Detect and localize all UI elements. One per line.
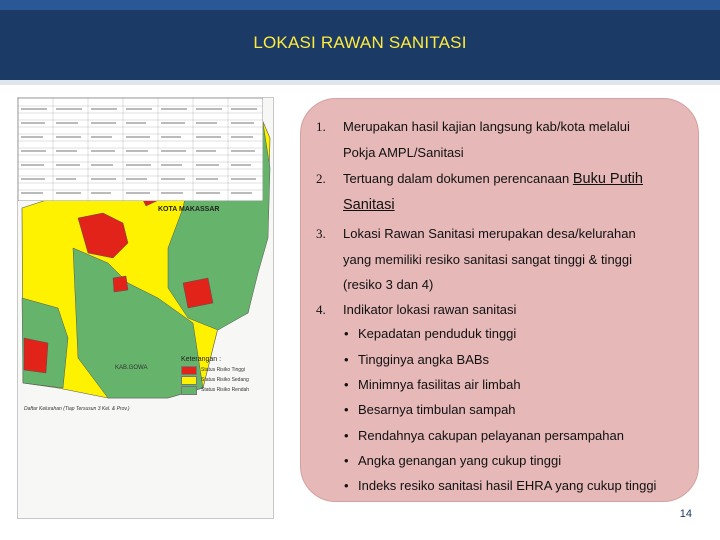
legend-label: Status Risiko Tinggi	[201, 367, 245, 373]
indicator-text: Besarnya timbulan sampah	[358, 402, 516, 417]
indicator-item	[344, 478, 656, 493]
table-caption: Daftar Kelurahan (Tiap Tersusun 3 Kel. & Prov.)	[24, 406, 130, 412]
point-number: 3.	[316, 226, 326, 241]
point-number: 2.	[316, 171, 326, 186]
kelurahan-table-graphic	[18, 98, 263, 201]
risk-map	[17, 97, 274, 519]
legend-label: Status Risiko Rendah	[201, 387, 250, 393]
bullet-icon: •	[344, 453, 349, 468]
bullet-icon: •	[344, 352, 349, 367]
slide-title: LOKASI RAWAN SANITASI	[253, 33, 467, 52]
point-text	[343, 171, 643, 187]
indicator-item	[344, 428, 624, 443]
header-stripe	[0, 0, 720, 10]
bullet-icon: •	[344, 478, 349, 493]
map-region-high-southwest	[24, 338, 48, 373]
point-text: Indikator lokasi rawan sanitasi	[343, 302, 517, 317]
bullet-icon: •	[344, 428, 349, 443]
legend-swatch-high	[181, 366, 197, 375]
page-number: 14	[679, 508, 692, 520]
header-separator	[0, 80, 720, 85]
point-text: Merupakan hasil kajian langsung kab/kota melalui	[343, 119, 630, 134]
legend-label: Status Risiko Sedang	[201, 377, 249, 383]
indicator-item	[344, 352, 489, 367]
header-bar	[0, 0, 720, 80]
legend-swatch-medium	[181, 376, 197, 385]
point-text: Lokasi Rawan Sanitasi merupakan desa/kelurahan	[343, 226, 636, 241]
indicator-item	[344, 402, 516, 417]
bullet-icon: •	[344, 377, 349, 392]
map-label-south: KAB.GOWA	[115, 365, 148, 371]
indicator-text: Angka genangan yang cukup tinggi	[358, 453, 562, 468]
bullet-icon: •	[344, 326, 349, 341]
point-text-emphasis: Buku Putih	[572, 171, 643, 187]
indicator-text: Tingginya angka BABs	[358, 352, 490, 367]
map-label-city: KOTA MAKASSAR	[158, 206, 220, 213]
point-number: 1.	[316, 119, 326, 134]
point-text-emphasis: Sanitasi	[343, 197, 395, 213]
indicator-item	[344, 453, 561, 468]
indicator-item	[344, 326, 516, 341]
indicator-item	[344, 377, 521, 392]
point-text: yang memiliki resiko sanitasi sangat tinggi & tinggi	[343, 252, 633, 267]
indicator-text: Indeks resiko sanitasi hasil EHRA yang cukup tinggi	[358, 478, 657, 493]
indicator-text: Kepadatan penduduk tinggi	[358, 326, 517, 341]
legend-item-low	[181, 385, 269, 395]
map-region-high-small	[113, 276, 128, 292]
legend-swatch-low	[181, 386, 197, 395]
indicator-text: Minimnya fasilitas air limbah	[358, 377, 521, 392]
map-legend	[181, 356, 269, 404]
point-text: (resiko 3 dan 4)	[343, 277, 434, 292]
legend-item-high	[181, 365, 269, 375]
legend-title: Keterangan :	[181, 356, 222, 363]
point-text: Pokja AMPL/Sanitasi	[343, 145, 464, 160]
map-region-high-southeast	[183, 278, 213, 308]
legend-item-medium	[181, 375, 269, 385]
bullet-icon: •	[344, 402, 349, 417]
indicator-text: Rendahnya cakupan pelayanan persampahan	[358, 428, 624, 443]
point-text-main: Tertuang dalam dokumen perencanaan	[343, 171, 570, 186]
point-number: 4.	[316, 302, 326, 317]
